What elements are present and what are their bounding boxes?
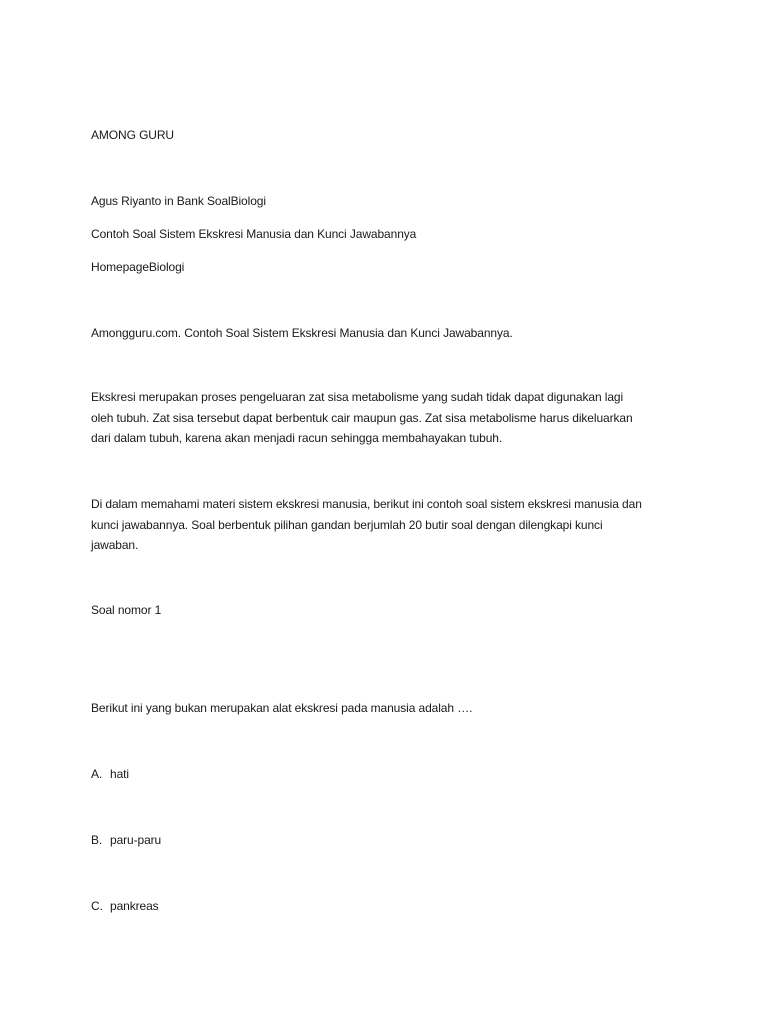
question-heading: Soal nomor 1 [91, 603, 162, 617]
question-prompt: Berikut ini yang bukan merupakan alat ekskresi pada manusia adalah …. [91, 701, 473, 715]
option-c [91, 896, 691, 916]
paragraph-line: Di dalam memahami materi sistem ekskresi manusia, berikut ini contoh soal sistem ekskresi manusia dan [91, 497, 642, 511]
paragraph-line: oleh tubuh. Zat sisa tersebut dapat berbentuk cair maupun gas. Zat sisa metabolisme harus dikeluarkan [91, 410, 633, 425]
intro-lead: Amongguru.com. Contoh Soal Sistem Ekskresi Manusia dan Kunci Jawabannya. [91, 326, 513, 340]
option-text: paru-paru [110, 833, 162, 847]
option-text: hati [110, 767, 129, 781]
paragraph-line: kunci jawabannya. Soal berbentuk pilihan gandan berjumlah 20 butir soal dengan dilengkapi kunci [91, 517, 603, 532]
paragraph-line: dari dalam tubuh, karena akan menjadi racun sehingga membahayakan tubuh. [91, 431, 503, 445]
byline: Agus Riyanto in Bank SoalBiologi [91, 194, 266, 208]
site-title: AMONG GURU [91, 128, 175, 142]
option-a [91, 764, 691, 784]
option-text: pankreas [110, 899, 159, 913]
article-title: Contoh Soal Sistem Ekskresi Manusia dan Kunci Jawabannya [91, 227, 417, 241]
option-letter: B. [91, 833, 103, 847]
paragraph-line: Ekskresi merupakan proses pengeluaran zat sisa metabolisme yang sudah tidak dapat digunakan lagi [91, 390, 624, 404]
option-b [91, 830, 691, 850]
breadcrumb: HomepageBiologi [91, 260, 185, 274]
option-letter: A. [91, 767, 103, 781]
option-letter: C. [91, 899, 103, 913]
paragraph-ekskresi [91, 387, 691, 449]
paragraph-intro-soal [91, 494, 691, 556]
paragraph-line: jawaban. [91, 538, 139, 552]
